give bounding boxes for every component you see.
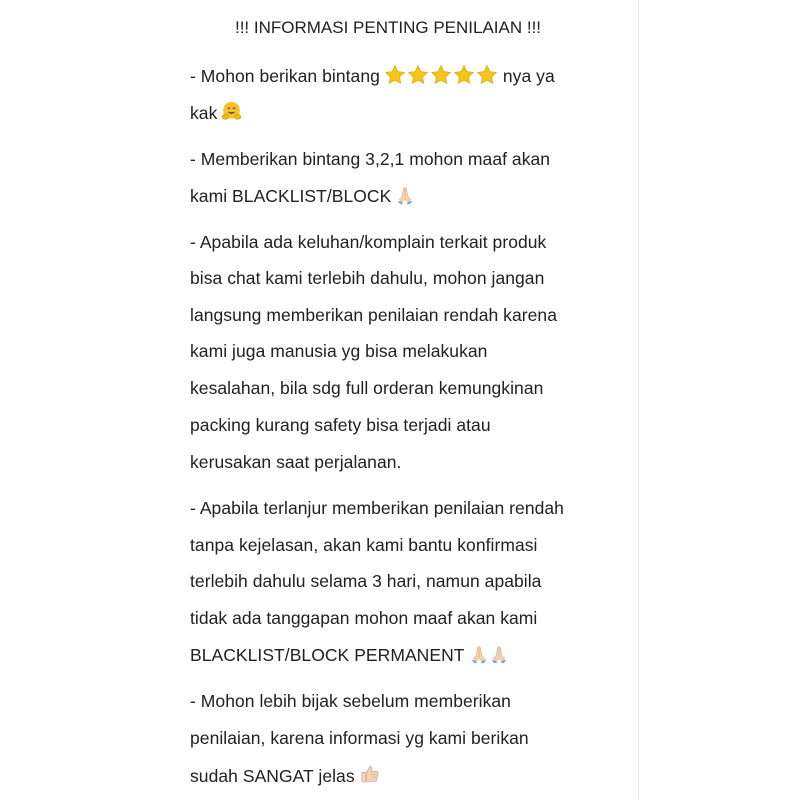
folded-hands-icon <box>489 644 509 664</box>
rating-request-kak: kak <box>190 103 218 123</box>
blacklist-text: kami BLACKLIST/BLOCK <box>190 186 392 206</box>
page-edge-divider <box>638 0 639 800</box>
star-icon <box>430 64 452 86</box>
closing-line-3 <box>190 763 381 788</box>
folded-hands-icon <box>469 644 489 664</box>
folded-hands-icon <box>395 185 415 205</box>
thumbs-up-icon <box>359 763 381 785</box>
paragraph-confirmation: - Apabila terlanjur memberikan penilaian rendah <box>190 498 564 518</box>
paragraph-closing: - Mohon lebih bijak sebelum memberikan <box>190 691 511 711</box>
confirmation-line-4: tidak ada tanggapan mohon maaf akan kami <box>190 608 538 628</box>
five-stars <box>384 64 499 92</box>
paragraph-rating-request <box>190 64 555 92</box>
paragraph-low-rating: - Memberikan bintang 3,2,1 mohon maaf akan <box>190 149 551 169</box>
rating-request-line-2 <box>190 101 242 125</box>
hugging-face-icon <box>221 101 242 122</box>
low-rating-line-2 <box>190 184 415 208</box>
confirmation-line-5 <box>190 643 509 667</box>
complaint-line-5: kesalahan, bila sdg full orderan kemungkinan <box>190 378 544 398</box>
confirmation-line-2: tanpa kejelasan, akan kami bantu konfirmasi <box>190 535 538 555</box>
notice-title: !!! INFORMASI PENTING PENILAIAN !!! <box>234 18 542 37</box>
closing-line-2: penilaian, karena informasi yg kami berikan <box>190 728 529 748</box>
complaint-line-7: kerusakan saat perjalanan. <box>190 452 402 472</box>
complaint-line-4: kami juga manusia yg bisa melakukan <box>190 341 488 361</box>
closing-text: sudah SANGAT jelas <box>190 766 355 786</box>
star-icon <box>384 64 406 86</box>
rating-request-text: - Mohon berikan bintang <box>190 66 380 86</box>
permanent-blacklist-text: BLACKLIST/BLOCK PERMANENT <box>190 645 465 665</box>
confirmation-line-3: terlebih dahulu selama 3 hari, namun apabila <box>190 571 542 591</box>
paragraph-complaint: - Apabila ada keluhan/komplain terkait produk <box>190 232 547 252</box>
star-icon <box>453 64 475 86</box>
complaint-line-6: packing kurang safety bisa terjadi atau <box>190 415 491 435</box>
star-icon <box>476 64 498 86</box>
complaint-line-3: langsung memberikan penilaian rendah karena <box>190 305 557 325</box>
complaint-line-2: bisa chat kami terlebih dahulu, mohon jangan <box>190 268 545 288</box>
star-icon <box>407 64 429 86</box>
rating-request-suffix: nya ya <box>502 66 555 86</box>
